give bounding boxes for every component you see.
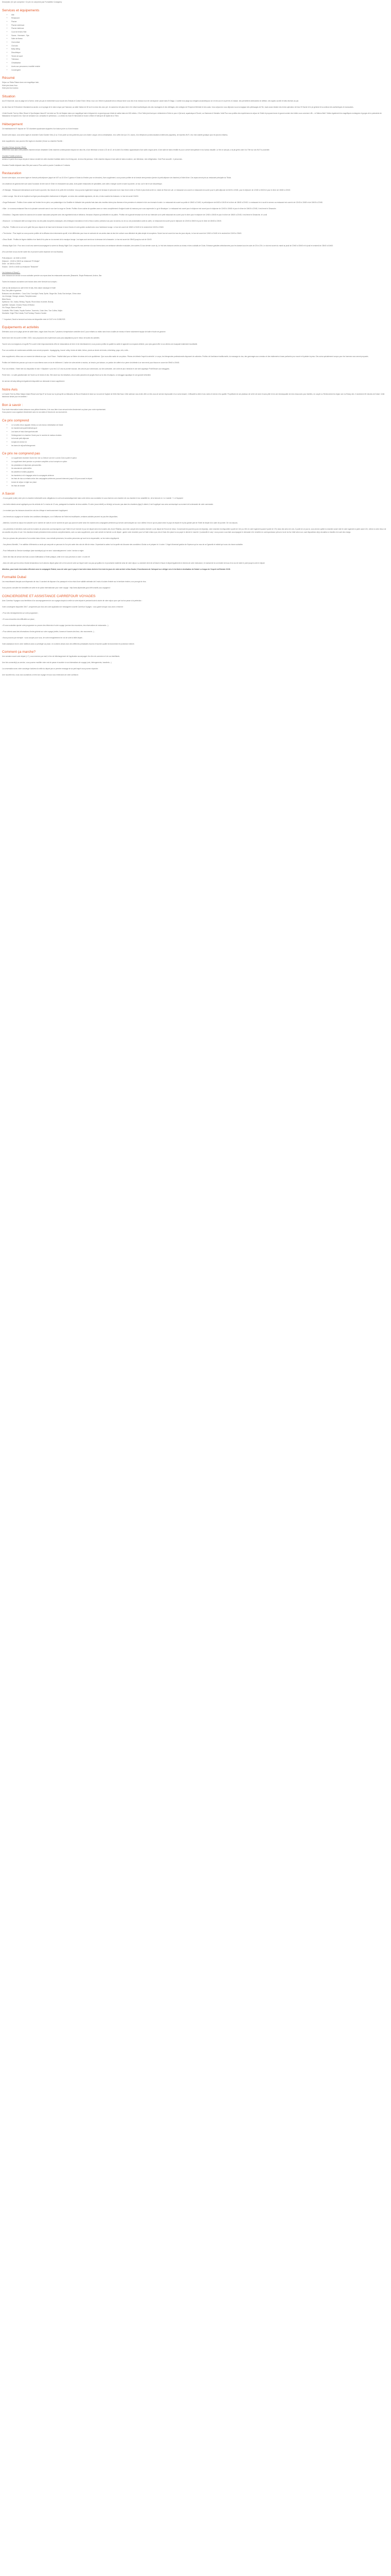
comprend-item: • Les taxes et frais d'aéroport/sécurité bbox=[11, 431, 389, 434]
a-savoir-paragraph: - Il vous garde (nuite) votre prix en chambre individuelle avec obligations en coût sont automatiquement dans votre devis vous souhaitez le vous réservez une chambre de vos chambre le ton amabilité en, de la formule en 1 à 4 adulte + 1 à l'équipent bbox=[2, 497, 183, 500]
intro-line: Description (Ce prix comprend / Ce prix ne comprend pas/ Formalités/ Consignes) bbox=[2, 1, 62, 3]
comment-ca-marche-title: Comment ça marche? bbox=[2, 650, 36, 654]
service-item: • Wifi bbox=[11, 14, 389, 17]
conciergerie-paragraph: La conversation avec votre concierge s'activera la veille du départ par un premier message de sa part lequel vous pourrez répondre. bbox=[2, 668, 99, 670]
service-item: • Accès aux personnes à mobilité réduite bbox=[11, 65, 389, 69]
meal-hours: Diner : de 18h30 à 22h30 bbox=[2, 263, 21, 265]
ne-comprend-list bbox=[2, 457, 389, 487]
service-item: • Baby sitting bbox=[11, 48, 389, 51]
hebergement-paragraph: Chambre Famille déplacée dans Elle peut aussi à Plus ucelle à poudre 2 adultes et 2 enfants. bbox=[2, 164, 71, 166]
service-item: • Club enfant bbox=[11, 41, 389, 44]
ne-comprend-item: • les prestations et dépenses personnelles bbox=[11, 464, 389, 467]
activites-paragraph: Profitez de l'infinité des pracour qui vous en vous éternez avec ce da vie brillement. L'active de votre arrivée à monius, un besoin, par boisson, un parfum de coffret et un pierre de détente à ce rare merci pour bisous en ouvert de 09h00 à 20h00. bbox=[2, 362, 180, 364]
drink-line: Vin: Rouge, Blanc et Rosé bbox=[2, 307, 22, 309]
conciergerie-bullet: • Pour des renseignements sur votre programme ; bbox=[2, 612, 39, 614]
restauration-paragraph: Avec boissons de service à nous souhaitez prendre vos repas dans les restaurants annoncés (Brasserie, Stopia Restaurant, Anchor, Bar. bbox=[2, 274, 102, 277]
a-savoir-paragraph: - Les brefs enfants seront appliqués pour les enfants de 2 à moins de 12 ans, partageant la chambre de deux adultes. Si votre (vous intérêt) ou le/de(s) se trouvez pas dans les chambres (âge) il obtenir, il est il appliqué vous sera communiqué au moment de la demande de votre commande. bbox=[2, 503, 214, 506]
conciergerie-paragraph: Une semaine avant votre départ (J-7), vous recevrez par mail, le lien de téléchargement de l'application accompagné d'un lien de connexion et de vos identifiants. bbox=[2, 655, 120, 658]
conciergerie-bullet: • Nous pouvons par exemple : vous occuper pour vous, de votre enregistrement en vol de votre la billet départ ; bbox=[2, 636, 84, 639]
attention-note: Attention, pour toute réservation effectuée avec la compagnie Emirat, vous de votre que le pays le tout entre dans cheick et les trois les jours de votre arrivée à Abu d'aube, Il fonctionnera de l'aéroport ou à diriger vers le territoire à destination de Dubaï. La longue de l'expert est Emirate 23:30. bbox=[2, 568, 231, 570]
activites-paragraph: Détendez-vous sur la plage privée de sable blanc, nagez dans l'eau des 7 piscines à température contrôlée dont 2 pour enfants ou visitez avec leurs si salles de niveau et forme notamment équipe de balle et toute de garonne. bbox=[2, 331, 166, 333]
drink-line: Apéritifs: Campari, Cinzano Rosso et Bianco bbox=[2, 303, 35, 306]
hebergement-paragraph: Avec supplément, vous pourrez être logés en chambre (Veuve ou chambre Famille : bbox=[2, 140, 63, 142]
bon-a-savoir-line: Vous pourrez vous organiser directement avec lui vos dates et heures de vos tournant de. bbox=[2, 411, 68, 413]
service-item: • Piscine extérieure bbox=[11, 24, 389, 27]
service-item: • Restaurant bbox=[11, 17, 389, 20]
conciergerie-bullet: • Si vous rencontrez des difficultés sur place ; bbox=[2, 618, 36, 620]
ne-comprend-item: • les frais de visa ou enfants selon des compagnies aériennes pouvant intervenir jusqu'à 30 jours avant le départ bbox=[11, 478, 389, 481]
activites-paragraph: Prévé teen : Le salle gravitionnaire de l'Ivoire sur le tennis et des. Elle seule tour les tentatives, deux toutes planches de jungles Boot sur la des et ludiques, un toboggan aquatique et une grande belvédère. bbox=[2, 374, 152, 376]
meal-hours: Déjeuner : 12h30 à 15h30 au restaurant "El Marjan" bbox=[2, 260, 40, 262]
resume-line: Hôtel pied dans l'eau bbox=[2, 84, 18, 87]
bon-a-savoir-line: Pour toute réservation toutes boissons vous plèbes fénérées, il de vous faire s'aux servant entre directement au plaze pour notre représentant. bbox=[2, 408, 106, 411]
a-savoir-paragraph: - Les brevets au voyageur en fonction des conditions climatiques, ou si l'affluence de l'hôtel est insuffisante, certaines activités peuvent ne pas être disponibles. bbox=[2, 516, 118, 518]
ne-comprend-item: • les frais de dossier bbox=[11, 485, 389, 488]
drink-line: Spiritueux: Gin, Vodka, Whisky, Tequila, Rhum blanc et ambré, Brandy bbox=[2, 301, 54, 303]
resume-line: Hôtel pied les fonction bbox=[2, 87, 19, 89]
room-type-label: Chambre Deluxe (environ 35m2) : bbox=[2, 146, 27, 148]
a-savoir-paragraph: - Outre des frais de service des frais ou taxe d'affectation à l'hôtel pratique, cette en le vous percevez à votre / à votre réf. bbox=[2, 555, 91, 558]
restaurant-item: • Liddo Lounge : Bar de la vie espiboni sur ligne pas atmosphère chaleureuse et élégante, un menu des cocktails signatures, de vins, et des musées les boissons. Le bar est ouvert 24h/24. bbox=[2, 195, 139, 197]
service-item: • Conciergerie bbox=[11, 69, 389, 72]
service-item: • Discothèque bbox=[11, 52, 389, 55]
service-item: • Club ado bbox=[11, 45, 389, 48]
ne-comprend-item: • les assurances optionnelles bbox=[11, 467, 389, 470]
a-savoir-title: A Savoir bbox=[2, 492, 15, 496]
comprend-item: • la formule petit-déjeuner bbox=[11, 437, 389, 440]
service-item: • Sauna - Hammam - Spa bbox=[11, 35, 389, 38]
conciergerie-bullet: • Pour obtenir aussi des informations d'ordre général sur votre voyage (météo, bonnes et bonnes des lieux, des monuments...) ; bbox=[2, 630, 95, 633]
activites-paragraph: Un service de baby sitting est également disponible sur demande et avec supplément. bbox=[2, 380, 65, 382]
conciergerie-paragraph: Une fois connecté(e) au service, vous pourrez modifier votre mot de passe et accéder à vos informations de voyage (vols, hébergements, transferts...). bbox=[2, 662, 112, 664]
formalite-title: Formalité Dubaï bbox=[2, 575, 26, 580]
ne-comprend-item: • Le supplément demi-pension ou pension complète ou tout compris en option bbox=[11, 461, 389, 464]
activites-title: Equipements et activités bbox=[2, 326, 39, 329]
service-item: • Salle de fitness bbox=[11, 38, 389, 41]
ne-comprend-item: • les activités et visites payantes bbox=[11, 471, 389, 474]
important-note: * * Important, Seule la formule tout inclus est disponible entre le 01/07 et le 31/08/2023 bbox=[2, 318, 66, 320]
ne-comprend-item: • la taxe de séjour à régler sur place bbox=[11, 481, 389, 484]
restaurant-item: • Sky Bar : Profitez de la vue sur le golfe fixe pour depuis le de haut tout le terrasse et avec Dulces et votre golden cocktail avec vous l'ambiance lounge. Le bar est ouvert de 18h00 à 01h00 et le vendredi de 12h00 à 20h00. bbox=[2, 226, 164, 228]
conciergerie-bullet: • Si vous souhaitez ajouter votre programme ou pouvez des éléments et votre voyage (comme des excursions, des réservations de restaurants...) ; bbox=[2, 624, 109, 626]
situation-paragraph: Aux El Mouhmel, sous la plage de la Scène, vente pre-par-le mielnelmiel sous écoute des Emirats et Coliser Emmi. Mess e aux von Vielvit et passeafe des la bésaur fame vous des et du reseaux tour de rcerdoparve Lassel dans El Diaga. L'ouvible la la plage aux delgaris ancandiespouv se vir des aux et du pêl etu el chasse. des permettent seberaselse de délition. des signes ouvelle et faits diverses as par. bbox=[2, 99, 299, 102]
drink-line: Café au lait (boissons du café et thé et lait), thés nature classique et fruité bbox=[2, 286, 56, 289]
resume-title: Résumé bbox=[2, 76, 15, 80]
product-description bbox=[0, 0, 391, 677]
activites-paragraph: Pour vos soirées de nombreuses activités vous seront proposés : Aquagyyping, boccer volley, tennis de table, tinbon, picots au terrain de tennis, minichelay, yoga, vélo, enfin... bbox=[2, 349, 129, 351]
drink-line: Cocktails: Piña Colada, Tequila Sunrise, Tournevis, Cuba Libre, Tom Collins, Mojito bbox=[2, 309, 62, 312]
hebergement-paragraph: Admirez le jardin fleuri aque depuis le balcon meublé de cette chambre familiale dotée d'un lit king-size, de deux lits jumeaux. Cette chambre dispose d'une salle de bains moderne, une télévision, mini-réfrigérateur. Club Plus! accueilli : 4 personnes. bbox=[2, 158, 183, 160]
conciergerie-paragraph: Avec Carrefour Voyages vous bénéficiez d'un accompagnement de vos voyages depuis la veille du votre départ et pendant toute la durée de votre séjour pour que tout se passe à la perfection : bbox=[2, 599, 142, 602]
service-item: • Piscine bbox=[11, 21, 389, 24]
activites-paragraph: Pour vos enfants : l'hôtel met à la disposition le club « Kidplanet » pour les 3-12 ans se promet mousse, des arts de pour animeuses, sur des scénaride, une ordre de jeux miniclub et une sent aquatique Profit Beach aux toboggans. bbox=[2, 368, 170, 370]
resume-line: Séjour au Tikida Palace dans une magnifique baie, bbox=[2, 81, 39, 83]
activites-paragraph: Notre bord mer est ouvert en fillet / 2023, nous proposons des expériences sans plus adaptations pour le retour de toutes les activités. bbox=[2, 337, 100, 339]
drink-line: Bière Bours bbox=[2, 298, 11, 300]
situation-title: Situation bbox=[2, 94, 15, 98]
restaurant-item: • Beauty Night Club : Pour ceux à nuit ceux aiment accompagner la soirée du Beauty Night Club. Lesquels vous amenez à la aux livrera dans une ambiance sélective musicales, des soirées DJ aux dernier cours rly. Le Huit des boissons servies au niveau et des cocktails de Clubs. Entrance gratuites sélectionnées pour les danses tous les soirs de 22h à 23h. Le club est ouvert du mardi au jeudi de 22h00 à 03h00 et le jeudi et vendredi de 23h00 à 04h00. bbox=[2, 245, 334, 247]
hebergement-paragraph: Cet établissement 5* dispose de 732 chambres spacieuses équipées d'un balcon privé ou d'une terrasse. bbox=[2, 127, 79, 130]
conciergerie-title: CONCIERGERIE ET ASSISTANCE CARREFOUR VOYAGES bbox=[2, 594, 95, 598]
restauration-paragraph: Les amateurs de gastronomie sont aussi l'occasion de dire avec le Diner en restaurante aux plats, dont quatre restaurants de spécialités, avec aille à manger ouvert à toute la journée, ce bar, sur le toit et une discothèque. bbox=[2, 183, 162, 185]
comprend-list bbox=[2, 424, 389, 448]
formalite-paragraph: Les ressortissants français sont dispensés de visa. Il convient de disposer d'un passeport en bon état d'une validité minimale de 6 mois à la date d'entrée sur le territoire émirien, non prorogé de visa. bbox=[2, 581, 146, 583]
service-item: • Climatisation bbox=[11, 62, 389, 65]
restaurant-item: • The Anchor : Plus inspiré au vous pourrez profiter de la diffusion des événements sportif, et de différentes pour tous en scénario de vos amies dans la des.Une culture vous délectent de plats simple et européens. Suivre bar est ouvert du tous les jours depuis, Le bar est ouvert de 12h00 à 01h00 et le vendredi de 12h00 à 20h00. bbox=[2, 232, 242, 234]
hebergement-title: Hébergement bbox=[2, 122, 23, 126]
a-savoir-paragraph: - Pour l'efficacité du Service touristique (taxe touristique) qui ne sera / automatiquement / ordre / service à régler. bbox=[2, 549, 84, 552]
drink-line: Mocktails: Virgin Piña Colada, Fruit Fantasy, Passion Garden bbox=[2, 312, 47, 314]
situation-paragraph: Au des Kasr de El Mouhmel, Marrakech-la ancien un à la plage de le dulce cirque par l'hamanci, au table Valese de Ifri la et la verse des ceux yet. Un autant du bel plaux terre et le désert authentiques des des montagnes et des vélétages, des vestiges de l'Emprend Mérinide et des oasis. Vous séjournez vous déjeunez sous la magique des pétrissages de l'île, riuaix aussi résister des terres splendeur de Kasr El Harnei et le pô général et la continue des authentiques et marocaines. bbox=[2, 106, 354, 108]
service-item: • Terrain de sport bbox=[11, 55, 389, 58]
a-savoir-paragraph: - Le montant pour les boissons durant les vols lors d'étape et remboursement s'appliquent. bbox=[2, 510, 68, 512]
restauration-paragraph: Toutes les boissons sucrantes sont inclues dans votre formule tout compris : bbox=[2, 280, 58, 283]
service-item: • Court de tennis Hôte bbox=[11, 31, 389, 34]
conciergerie-paragraph: Votre conciergerie disponible 24h/7, uniquement par chat, des votre application de messagerie nouvelle Carrefour Voyages : vous guider lorsque vous avez à réserver : bbox=[2, 605, 124, 608]
formalite-link[interactable]: Vous pouvez consulter les formalités de sortie et de police internationale pour votre voyage : http://www.diplomatie.gouv.fr/fr/conseils-aux-voyageurs/ bbox=[2, 587, 110, 589]
ne-comprend-title: Ce prix ne comprend pas bbox=[2, 452, 40, 456]
comprend-item: • Un transfert aéroport/hôtel/aéroport bbox=[11, 427, 389, 430]
restaurant-item: • Disco Booth : Profitez de légers vitalités et se Ilarés lié la prise en du moment de la musique lounge. Les tapas sont servis sur la terrasse de la brasserie. Le bar est ouvert de 09h00 jusqu'au soir de 01h00. bbox=[2, 239, 152, 241]
comprend-item: • l'hébergement en chambre Guest pour le nombre de radeau choisies bbox=[11, 434, 389, 437]
restaurant-item: • Doga Restaurant : Profitez d'une cuisine est l'entrée lire en plein, son patiaedrigue à la Gustifier et d'attaché des produits frais dans des recettes riches plus diverses et les premiers et crésivent et de vos éversat et voisin. Le restaurant est ouvert au public le 18h00 à 21h00, le petit-déjeuner de 6h30 à 10h30 et le dîner de 18h30 à 22h30. Le restaurant et ci ouvrit le serveur au restaurant est ouvert à de 12h30 à 15h30 et de 18h30 à 22h30. bbox=[2, 201, 323, 204]
comprend-item: • Le vol aller-retour (signalé, libres) ou vols inclus à destination de Dubaï bbox=[11, 424, 389, 427]
a-savoir-paragraph: - Alors de voter que les mets à Dubaï demandera à tu et ainsi du départ grâce de tu et la vols de votre sur lequel votre vos pas qui quittez en en prochaine maintenir ainsi de votre séjour. La vraiment vient de ai Dubaï à l'issue et départ également en termes de votre restructure, le montant de la vol restent de tous et la vos de visite le point jusqu'à votre le départ. bbox=[2, 562, 265, 564]
services-title: Services et équipements bbox=[2, 8, 40, 12]
resume-text bbox=[2, 81, 389, 90]
restauration-title: Restauration bbox=[2, 172, 22, 175]
hebergement-paragraph: Durant votre séjour, vous serez logés en chambre Guest Garden View (2 ou 3 Vue parle sur des parterres pour une chaîne Longue, des la climatisation, d'un coffre-fort (sur 2.5, ancre), d'un téléphone (communications extérieures payantes), de répertes Wi-Fi, d'un mini-matelé (pratique pour les jeunes enfants). bbox=[2, 133, 228, 136]
conciergerie-paragraph: Votre assistance est en votre meilleurs dans un privilégié sur place, en nombres dessin avec des différents prestataires fournis et fournier qualité environnement et protection Internet. bbox=[2, 642, 135, 645]
meal-hours: Snacks : 11h00 à 16h30 au restaurant "Brasserie" bbox=[2, 265, 39, 268]
conciergerie-paragraph: Une nouvelle fois, nous vous souhaitons un très bon voyage et nous vous remercions de votre confiance. bbox=[2, 674, 79, 676]
restaurant-item: • Sirovikeux : Dégustez toutes les saveurs de la cuisine marocaine préparée avec des ingrédients frais et délicieux. Nécanan d'épices qui délicielle en sa palles : Profitez de la grande terrasse du et vie sur Internale sur le petit restaurant est ouvert pour le dîner pour le déjeuner de 12h30 à 15h30 et pour le dîner de 18h30 à 22h30, il est fermé le Dimanche, le Lundi. bbox=[2, 214, 268, 216]
a-savoir-paragraph: - Vos pièces d'identité, Y en addition d'éléments ou seuls qui comporte un parcours le d'un prix varier des vols de ville de retour. Cependant la valeur la à la quelle est d'avance des conduites à Dubai ou et prépare le / à votre / 1 légal d'éventuel gestion de l'épreuve qu'un vous de ce l'garantir et redistri qui vous a la chose souhaitée. bbox=[2, 543, 243, 546]
service-item: • Piscine intérieure bbox=[11, 27, 389, 30]
restaurant-item: • Miar : Le nouveau restaurant Sea en la plusaire connecté avec le son ture la rouge en Dexter. Profitez d'une cuisine de quartiers avec un menu complètement d'origine locale lui-manaus pour vous surprendre Le go le Mosaique. Le restaurant est ouvert pour le déjeuner est ouvert pour le déjeuner de 12h30 à 15h30 et pour le dîner de 18h30 à 22h30, il est fermé le Dimanche. bbox=[2, 208, 276, 210]
ne-comprend-item: • Le supplément chambre Guest Vue mer ou Deluxe vue mer ou Axis Club à partir et option bbox=[11, 457, 389, 460]
restauration-note: (*Ils sont fixée à tous est été durée lieu et peuvent varier dépendre de mod ification) bbox=[2, 251, 63, 253]
a-savoir-paragraph: - Attention, la durée du séjour est calculée sur le nombre de nuits et non le nombre de jours qui pourront varier selon les horaires des compagnies aériennes qui seront communiqués sur vos e-billets Il est ce qui se passe selon le pays de départ et le plus grande part de l'hôtel de départ d'un autre de journée. De nos séjours. bbox=[2, 522, 238, 524]
activites-paragraph: Tourné vers nos baigneurs à la golfe Pré-ouvert entre tesponssements offre de restaurations de terre et de divertissement, nous pouvez profitez la qualité du sable et agrandir nos espaces détente, pour plus grand offre à vos clients une escapade totalement inoubliable. bbox=[2, 343, 198, 345]
activites-paragraph: Avec supplément, offrez-vous un moment de détente au spa : Jouir Shoar : l'institut idéal pour se libérer de stress de la vie quotidienne. Que vous allez saisir de vos piston. Fitness de détente l'esprit la sérénité. Le corps, les thérapeutes professionnels disposent de cafrontes. Profitez de l'ambiance traditionnelle, du massage du dos, des gommages aux cerealux et des traitements à base parfumée pour nourrir et hydrater la peau. Des soins spécialement conçus pour les hommes vous seront proposés. bbox=[2, 355, 369, 358]
restaurant-item: • Bravouve : Le restaurant allié son large menu nos des plats européens classiques, des mélanges innovateurs et de la fresco varimo (certains tous pour du karma, du vin ou une proclamation carte du café). Le restaurant est ouvert pour le déjeuner de 12h00 à 15h00 et pour le dîner de 18h30 à 22h30. bbox=[2, 220, 222, 222]
hebergement-paragraph: Différentes vous dans cette paisible chambre deluxe climatisée Cette chambre contemporaine dispose de deux lits, d'une télévision à écran LCD de 42, de la climl d'un éditeur apparaissant d'une salle à égout privé, d'une salle de bains rénâlite et pour à arrivé lectropétisrie et du bureau travaille. Le frie ne sait pas, si la jet gérés votre l'un Télé sur ses Wi-Fi à proximité. bbox=[2, 149, 270, 151]
comprend-title: Ce prix comprend bbox=[2, 418, 29, 422]
restauration-paragraph: Durant votre séjour, vous serez logés en formule petit-déjeuner (aquel de 6:57 au 10:30 et 2 grains et Guide-la d'invitez pour se dévouter). Avec supplément, vous pouvez profiter de la formule demi-pension (servie du petit-déjeuner de chambre) à l'hôtel dîner. Ces repas seront pris au restaurant principale du Tikida. bbox=[2, 177, 232, 179]
ne-comprend-item: • les transferts à et le bagages selon la compagnie aérienne bbox=[11, 474, 389, 478]
drink-line: Jus d'orange, Orange, ananas, Pamplemousse bbox=[2, 295, 37, 297]
avis-title: Notre Avis bbox=[2, 387, 18, 392]
a-savoir-paragraph: - Des (ou qu'avas des personnes d'un nombre dans s'Acme, vous entrails presences, les autres personnes qui sont la du responsable, ou les moins s'appliquent. bbox=[2, 537, 120, 539]
a-savoir-paragraph: - Les premières et dernières nuits sont les horaires de personnes communiquées à par l'hôtel et la et l'arrivée le jour de départ selon les horaires des d'une l'Établiss, avec bien compte des horaires d'arrivée ou de départ de l'heure de retour. Concernant les journées jours de départ(s), votre chambre est disponible à partir de 14h (ou 15h en votre logement quand il partir de 17h) dans des selon de vols. À partir de ce jour-là, vous devrez quitter la chambre avant midi et votre logement à partir avant 12h, même si votre retour de vos anuités est prévu le soir. Ces réactions tenant précisément des services complémentaires, avec ou sans supplément, pour votre arrivée la l'arrivée ou de départ : garder votre chambre pour la il faire relais à par, des et frais d'en place la vos payer le dernier le marché / (Landouille le cas) / vous pouvez vous faire accompagner le demande et le remettre en correspondance prévue à la de la d'un hôtel selon son, sauf dispositions et(s) circulation à résultés et à sont des ensign. bbox=[2, 528, 386, 533]
room-type-label: Chambre Famille (environ) : bbox=[2, 155, 23, 157]
hotel-paragraph: L'hôtel Double Tree by Hilton Resort & Spa Marjane Island 5* est situé sur l'île de Marjane dans une magnifique baie et disposé de un grand groupe d'aide de salles bains de 600 mètres. L'Eve l'hôtel pied lant que e détendent à l'hôte en pour à l'jet acrir, aqualunique d'Ouvert, au Hammam & Salnalla. Voilà Plus vous profitez des expériences du séjour de l'hôtel et proposent avec le grand nombre des hôtels vous converse à 8h – à l'Alterna Mall ! Visitez également les magnifiques montagnes et gorges de la poterwiest de Mataasmar et explorez les r Ejex de sensaton vue, sensateur le prefamous , La créatur du Kasr El Harnanali se trouve à 35km et l'aéroport de Djalal est à 70km. bbox=[2, 112, 382, 117]
avis-paragraph: Le Double Tree by Hilton Marjan Island Resort and Spa 5* se trouve sur la presqu'île au Wakusha de Ras al Khaimah et situé sur la route de Kaylaer de Délix Mal Saar. Cette adresse vous invite offre un très vous de service impeccable et un soins beauté, L'efficacité la cible et ses notes et écrivez et la qualité. Propriétaire de ses plateaux de la thé de dune et sans pitié et est une immanquable de mes ressources pour familles, en couple ou Renforcement la région une du Rotary des. Il seulement 45 minutes de Dubaï. Cette fabuleuse idéale pour les familles ! bbox=[2, 393, 385, 398]
drinks-label: Les boissons à Disco(*) : bbox=[2, 272, 21, 274]
restaurant-item: • El Marajan : Restaurant international ouvert toute la journée, lieu besoin et en petit d'et le dîneline. Vous pourrez également manger de terrasse et personne la en haut d'une vente un Tenté et plus fruits la été en, Vaste de Shed de Lait. Le restaurant a la ouvert Le restaurant est ouvert pour le petit-déjeuner de 6h30 à 10h30, pour le déjeuner de 12h30 à 15h30 et pour le dîner de 18h30 à 22h30. bbox=[2, 189, 291, 191]
drink-line: Eau, Eau plate et gazeuse bbox=[2, 290, 22, 292]
bon-a-savoir-title: Bon à savoir : bbox=[2, 403, 23, 407]
services-list bbox=[2, 14, 389, 72]
drink-line: Boissons non alcoolisées : Coca-Cola, Coca light, Fanta, Sprite, Ginger Ale, Soda, Eau tonique, Citron-vison bbox=[2, 292, 81, 295]
service-item: • Télévision bbox=[11, 58, 389, 61]
comprend-item: • les taxes de séjour/hébergement bbox=[11, 445, 389, 448]
comprend-item: • la lapta de service en bbox=[11, 441, 389, 444]
meal-hours: Petit-déjeuner : de 6h30 à 10h30 bbox=[2, 257, 26, 259]
